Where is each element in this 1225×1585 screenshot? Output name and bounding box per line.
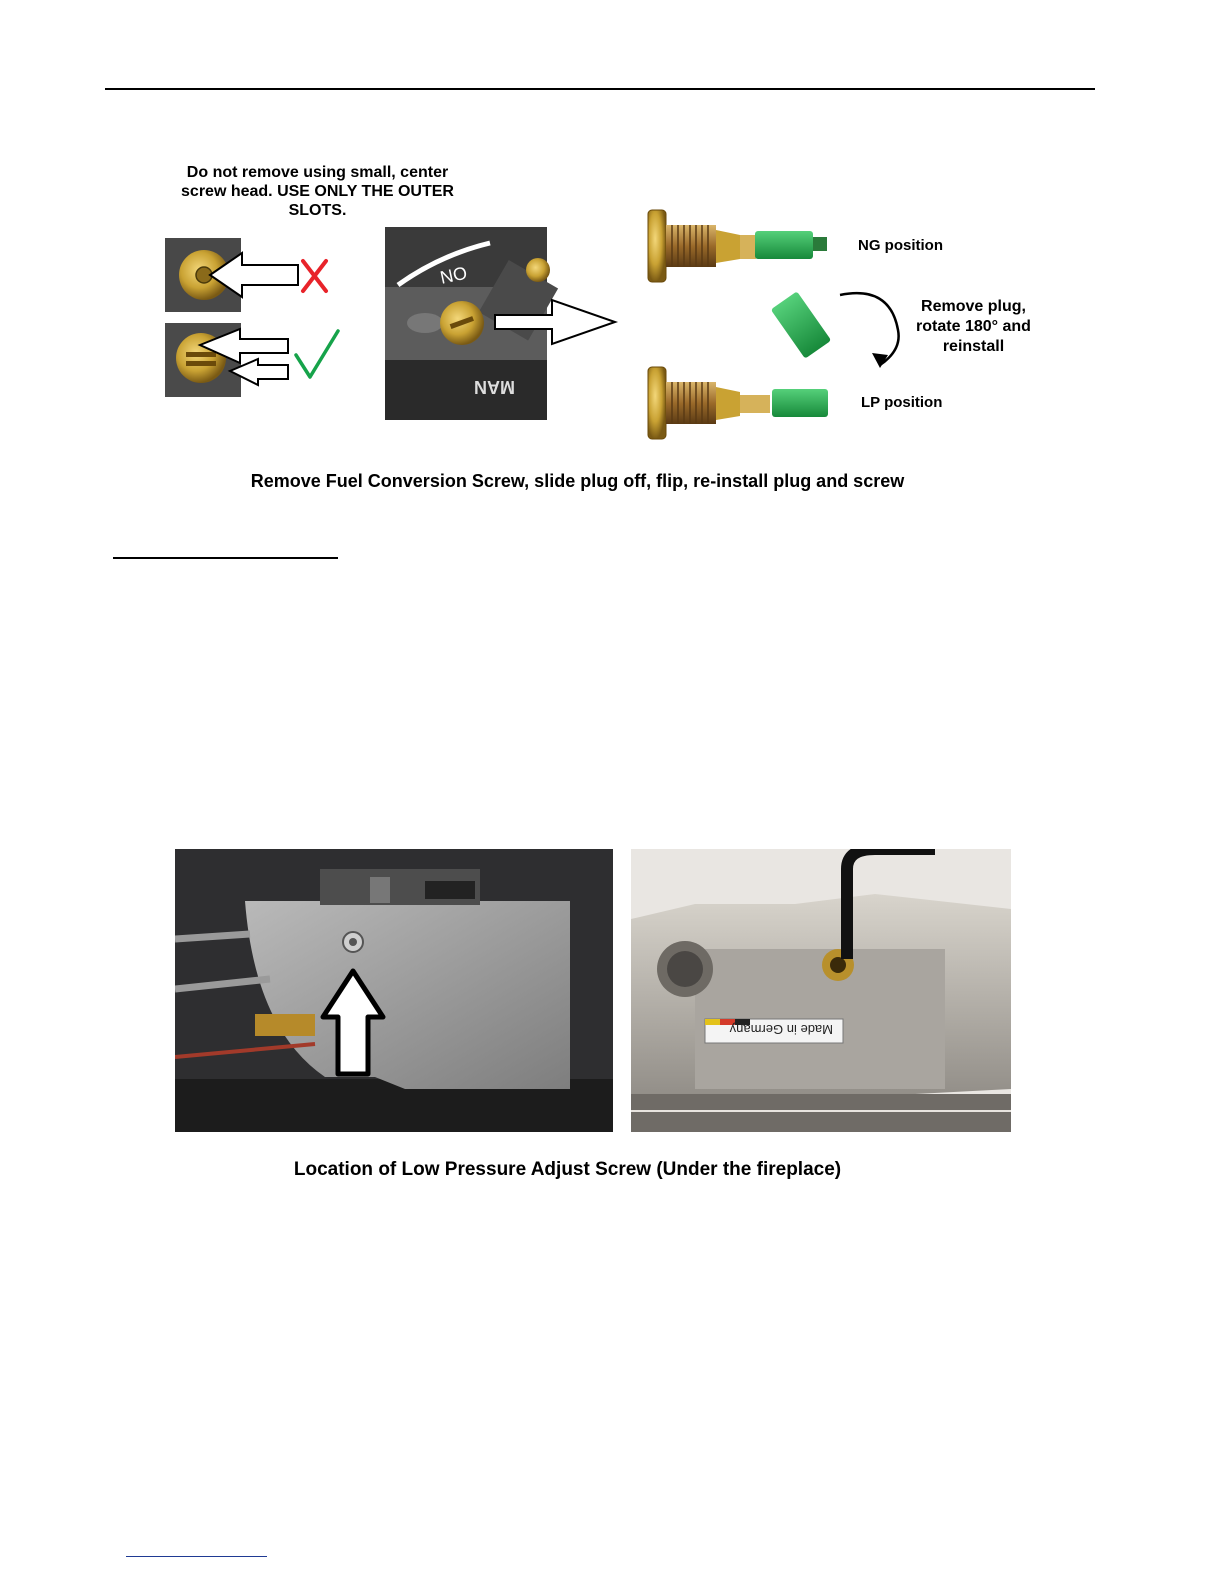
low-pressure-screw-photos bbox=[175, 849, 1011, 1132]
valve-man-mark: MAN bbox=[474, 377, 515, 397]
underside-photo bbox=[175, 849, 613, 1132]
made-in-germany-sticker: Made in Germany bbox=[729, 1022, 833, 1037]
figure1-caption: Remove Fuel Conversion Screw, slide plug off, flip, re-install plug and screw bbox=[250, 471, 905, 491]
rotate-instruction: Remove plug, rotate 180° and reinstall bbox=[916, 298, 1031, 355]
figure2-caption: Location of Low Pressure Adjust Screw (Under the fireplace) bbox=[293, 1159, 842, 1180]
plug-rotation-image bbox=[771, 291, 899, 368]
wrong-method-photo bbox=[165, 238, 326, 312]
ng-position-label: NG position bbox=[858, 237, 943, 254]
valve-closeup-photo bbox=[631, 849, 1011, 1132]
warning-text: Do not remove using small, center screw head. USE ONLY THE OUTER SLOTS. bbox=[181, 164, 454, 219]
rotate-arrow-icon bbox=[840, 293, 899, 365]
header-rule bbox=[105, 88, 1095, 90]
x-mark-icon bbox=[303, 261, 326, 291]
lp-position-label: LP position bbox=[861, 394, 943, 411]
footer-rule bbox=[126, 1556, 267, 1557]
valve-on-mark: NO bbox=[438, 262, 469, 288]
lp-screw-image bbox=[648, 367, 828, 439]
ng-screw-image bbox=[648, 210, 827, 282]
section-heading-underline bbox=[113, 557, 338, 559]
check-mark-icon bbox=[296, 331, 338, 377]
low-pressure-screw-figure bbox=[175, 849, 1011, 1132]
right-method-photo bbox=[165, 323, 338, 397]
